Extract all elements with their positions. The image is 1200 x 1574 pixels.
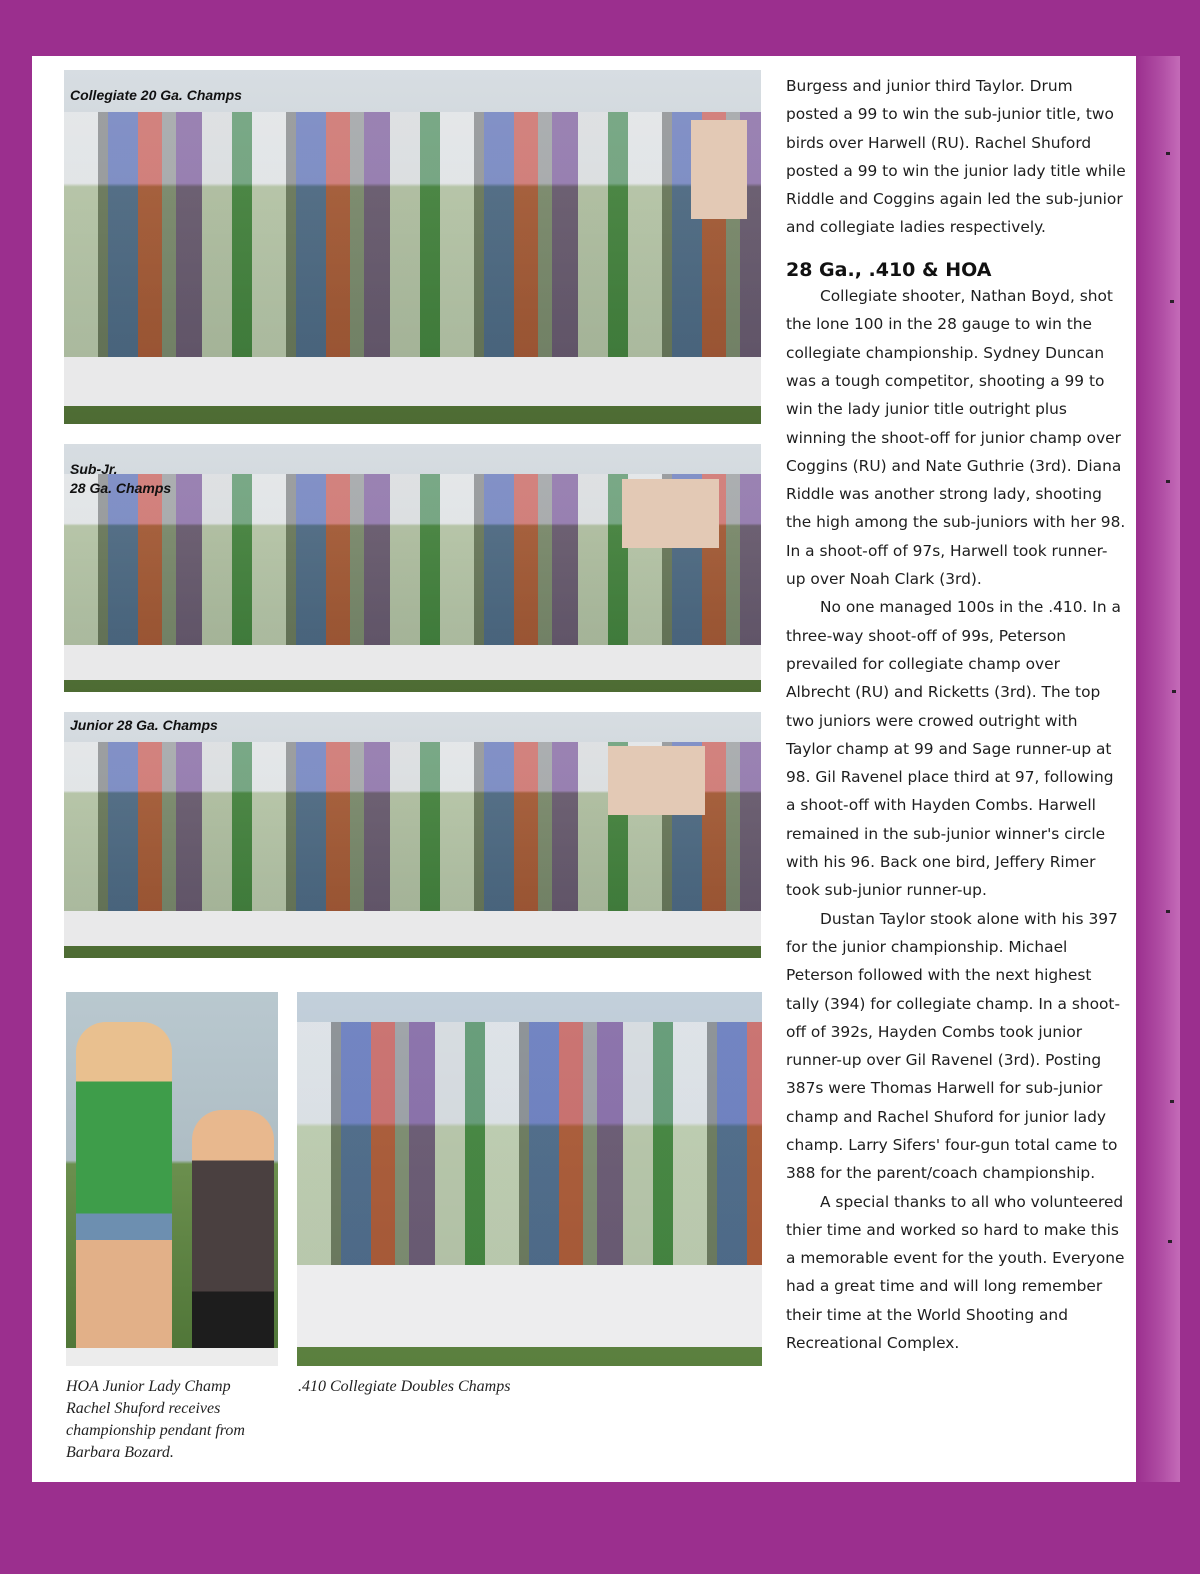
scan-speck — [1172, 690, 1176, 693]
photo-label: Sub-Jr. 28 Ga. Champs — [70, 461, 172, 496]
person-floral-top — [192, 1110, 274, 1362]
article-intro: Burgess and junior third Taylor. Drum posted a 99 to win the sub-junior title, two birds over Harwell (RU). Rachel Shuford posted a 99 to win the junior lady title while Riddle and Coggins again led the sub-junior and collegiate ladies respectively. — [786, 77, 1126, 237]
page-edge-border — [1136, 56, 1180, 1482]
photo-hoa-junior-lady-champ — [66, 992, 278, 1366]
photo-junior-28ga-champs — [64, 712, 761, 958]
podium-platform — [297, 1265, 762, 1347]
article-paragraph: No one managed 100s in the .410. In a three-way shoot-off of 99s, Peterson prevailed for collegiate champ over Albrecht (RU) and Ricketts (3rd). The top two juniors were crowed outright with Taylor champ at 99 and Sage runner-up at 98. Gil Ravenel place third at 97, following a shoot-off with Hayden Combs. Harwell remained in the sub-junior winner's circle with his 96. Back one bird, Jeffery Rimer took sub-junior runner-up. — [786, 598, 1121, 900]
podium-platform — [64, 357, 761, 407]
trap-house — [691, 120, 747, 219]
photo-410-collegiate-doubles-champs — [297, 992, 762, 1366]
photo-label: Collegiate 20 Ga. Champs — [70, 87, 242, 103]
podium-platform — [64, 911, 761, 945]
caption-410-doubles: .410 Collegiate Doubles Champs — [298, 1378, 511, 1395]
article-paragraph: A special thanks to all who volunteered thier time and worked so hard to make this a memorable event for the youth. Everyone had a great time and will long remember their time at the World Shooting and Recreational Complex. — [786, 1192, 1125, 1353]
article-paragraph: Collegiate shooter, Nathan Boyd, shot the lone 100 in the 28 gauge to win the collegiate championship. Sydney Duncan was a tough competitor, shooting a 99 to win the lady junior title outright plus winning the shoot-off for junior champ over Coggins (RU) and Nate Guthrie (3rd). Diana Riddle was another strong lady, shooting the high among the sub-juniors with her 98. In a shoot-off of 97s, Harwell took runner-up over Noah Clark (3rd). — [786, 287, 1126, 589]
scan-speck — [1166, 910, 1170, 913]
scan-speck — [1170, 1100, 1174, 1103]
scan-speck — [1166, 152, 1170, 155]
photo-sub-jr-28ga-champs — [64, 444, 761, 692]
article-paragraph: Dustan Taylor stook alone with his 397 for the junior championship. Michael Peterson followed with the next highest tally (394) for collegiate champ. In a shoot-off of 392s, Hayden Combs took junior runner-up over Gil Ravenel (3rd). Posting 387s were Thomas Harwell for sub-junior champ and Rachel Shuford for junior lady champ. Larry Sifers' four-gun total came to 388 for the parent/coach championship. — [786, 909, 1121, 1183]
photo-collegiate-20ga-champs — [64, 70, 761, 424]
photo-label: Junior 28 Ga. Champs — [70, 717, 218, 733]
podium-platform — [64, 645, 761, 680]
trap-house — [608, 746, 706, 815]
scan-speck — [1170, 300, 1174, 303]
trap-house — [622, 479, 720, 548]
podium-platform — [66, 1348, 278, 1366]
scan-speck — [1166, 480, 1170, 483]
person-green-shirt — [76, 1022, 172, 1352]
section-heading: 28 Ga., .410 & HOA — [786, 258, 992, 281]
article-body — [786, 72, 1126, 1357]
caption-hoa-junior-lady: HOA Junior Lady Champ Rachel Shuford receives championship pendant from Barbara Bozard. — [66, 1378, 245, 1461]
scan-speck — [1168, 1240, 1172, 1243]
